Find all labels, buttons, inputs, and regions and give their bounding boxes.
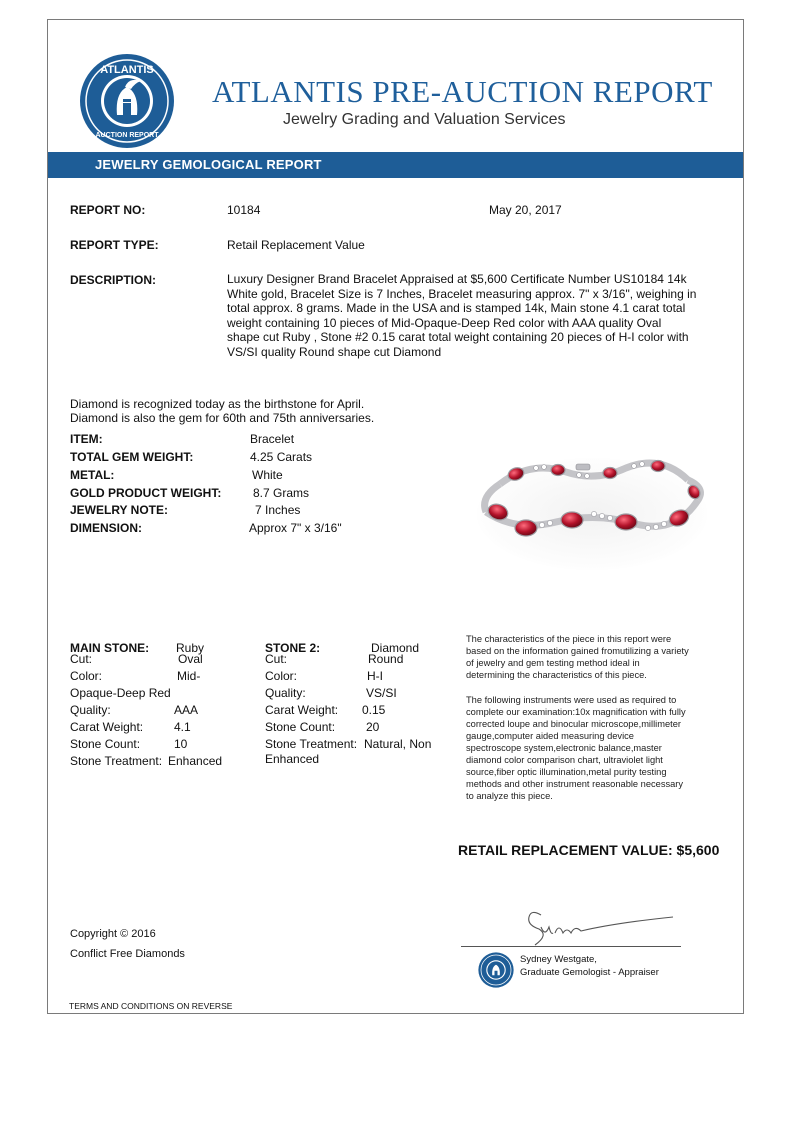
birthstone-line-2: Diamond is also the gem for 60th and 75th anniversaries. [70, 411, 375, 425]
main-stone-treatment-value: Enhanced [168, 754, 223, 768]
main-stone-carat-label: Carat Weight: [70, 720, 144, 734]
report-subtitle: Jewelry Grading and Valuation Services [283, 111, 566, 128]
metal-value: White [252, 468, 283, 482]
notes-paragraph-1 [466, 633, 689, 681]
company-name: Conflict Free Diamonds [70, 948, 185, 960]
report-type-label: REPORT TYPE: [70, 238, 159, 252]
report-date: May 20, 2017 [489, 203, 562, 217]
main-stone-heading: MAIN STONE: [70, 641, 150, 655]
jewelry-note-value: 7 Inches [255, 503, 301, 517]
stone2-treatment-label: Stone Treatment: [265, 737, 358, 751]
notes-paragraph-2 [466, 694, 686, 802]
copyright-text: Copyright © 2016 [70, 928, 156, 940]
stone2-cut-label: Cut: [265, 652, 288, 666]
stone2-heading: STONE 2: [265, 641, 321, 655]
bracelet-image [476, 442, 708, 572]
total-gem-weight-label: TOTAL GEM WEIGHT: [70, 450, 194, 464]
stone2-count-value: 20 [366, 720, 380, 734]
description-label: DESCRIPTION: [70, 273, 157, 287]
report-no-label: REPORT NO: [70, 203, 146, 217]
report-no-value: 10184 [227, 203, 261, 217]
main-stone-color-label: Color: [70, 669, 103, 683]
note-line: of jewelry and gem testing method ideal in [466, 658, 640, 668]
section-band [48, 152, 743, 178]
stone2-name: Diamond [371, 641, 420, 655]
stone2-treatment-value-cont: Enhanced [265, 752, 320, 766]
main-stone-cut-label: Cut: [70, 652, 93, 666]
stone2-cut-value: Round [368, 652, 404, 666]
stone2-carat-value: 0.15 [362, 703, 386, 717]
item-label: ITEM: [70, 432, 103, 446]
atlantis-logo [79, 53, 175, 149]
description-text: Luxury Designer Brand Bracelet Appraised at $5,600 Certificate Number US10184 14k White gold, Bracelet Size is 7 Inches, Bracelet measuring approx. 7" x 3/16", weighing in total approx. 8 grams. Made in the USA and is stamped 14k, Main stone 4.1 carat total weight containing 10 pieces of Mid-Opaque-Deep Red color with AAA quality Oval shape cut Ruby , Stone #2 0.15 carat total weight containing 20 pieces of H-I color with VS/SI quality Round shape cut Diamond [227, 272, 697, 359]
birthstone-line-1: Diamond is recognized today as the birthstone for April. [70, 397, 365, 411]
signer-name: Sydney Westgate, [520, 954, 597, 965]
signature-line [461, 946, 681, 947]
seal-logo [478, 952, 514, 988]
main-stone-quality-label: Quality: [70, 703, 111, 717]
stone2-treatment-value: Natural, Non [364, 737, 432, 751]
note-line: gauge,computer aided measuring device [466, 731, 634, 741]
dimension-label: DIMENSION: [70, 521, 142, 535]
stone2-color-value: H-I [367, 669, 383, 683]
total-gem-weight-value: 4.25 Carats [250, 450, 313, 464]
logo-text-top: ATLANTIS [100, 64, 154, 76]
retail-replacement-value: RETAIL REPLACEMENT VALUE: $5,600 [458, 842, 720, 858]
main-stone-count-label: Stone Count: [70, 737, 141, 751]
logo-text-bottom: AUCTION REPORT [95, 132, 159, 139]
note-line: methods and other instrument reasonable necessary [466, 779, 684, 789]
note-line: The following instruments were used as required to [466, 695, 677, 705]
stone2-carat-label: Carat Weight: [265, 703, 339, 717]
jewelry-note-label: JEWELRY NOTE: [70, 503, 169, 517]
note-line: complete our examination:10x magnification with fully [466, 707, 686, 717]
section-band-label: JEWELRY GEMOLOGICAL REPORT [95, 157, 322, 172]
signer-title: Graduate Gemologist - Appraiser [520, 967, 659, 978]
terms-text: TERMS AND CONDITIONS ON REVERSE [69, 1001, 233, 1011]
gold-weight-value: 8.7 Grams [253, 486, 310, 500]
note-line: spectroscope system,electronic balance,master [466, 743, 662, 753]
main-stone-treatment-label: Stone Treatment: [70, 754, 163, 768]
note-line: determining the characteristics of this piece. [466, 670, 647, 680]
dimension-value: Approx 7" x 3/16" [249, 521, 342, 535]
note-line: diamond color comparison chart, ultraviolet light [466, 755, 663, 765]
main-stone-cut-value: Oval [178, 652, 203, 666]
main-stone-quality-value: AAA [174, 703, 199, 717]
note-line: to analyze this piece. [466, 791, 553, 801]
note-line: based on the information gained fromutilizing a variety [466, 646, 689, 656]
report-title: ATLANTIS PRE-AUCTION REPORT [212, 74, 713, 109]
stone2-count-label: Stone Count: [265, 720, 336, 734]
item-value: Bracelet [250, 432, 295, 446]
metal-label: METAL: [70, 468, 115, 482]
note-line: corrected loupe and binocular microscope,millimeter [466, 719, 681, 729]
main-stone-color-value-cont: Opaque-Deep Red [70, 686, 171, 700]
note-line: source,fiber optic illumination,metal purity testing [466, 767, 667, 777]
stone2-quality-label: Quality: [265, 686, 306, 700]
stone2-color-label: Color: [265, 669, 298, 683]
main-stone-count-value: 10 [174, 737, 188, 751]
gold-weight-label: GOLD PRODUCT WEIGHT: [70, 486, 222, 500]
main-stone-name: Ruby [176, 641, 205, 655]
note-line: The characteristics of the piece in this report were [466, 634, 672, 644]
stone2-quality-value: VS/SI [366, 686, 397, 700]
main-stone-color-value: Mid- [177, 669, 201, 683]
report-type-value: Retail Replacement Value [227, 238, 365, 252]
main-stone-carat-value: 4.1 [174, 720, 191, 734]
